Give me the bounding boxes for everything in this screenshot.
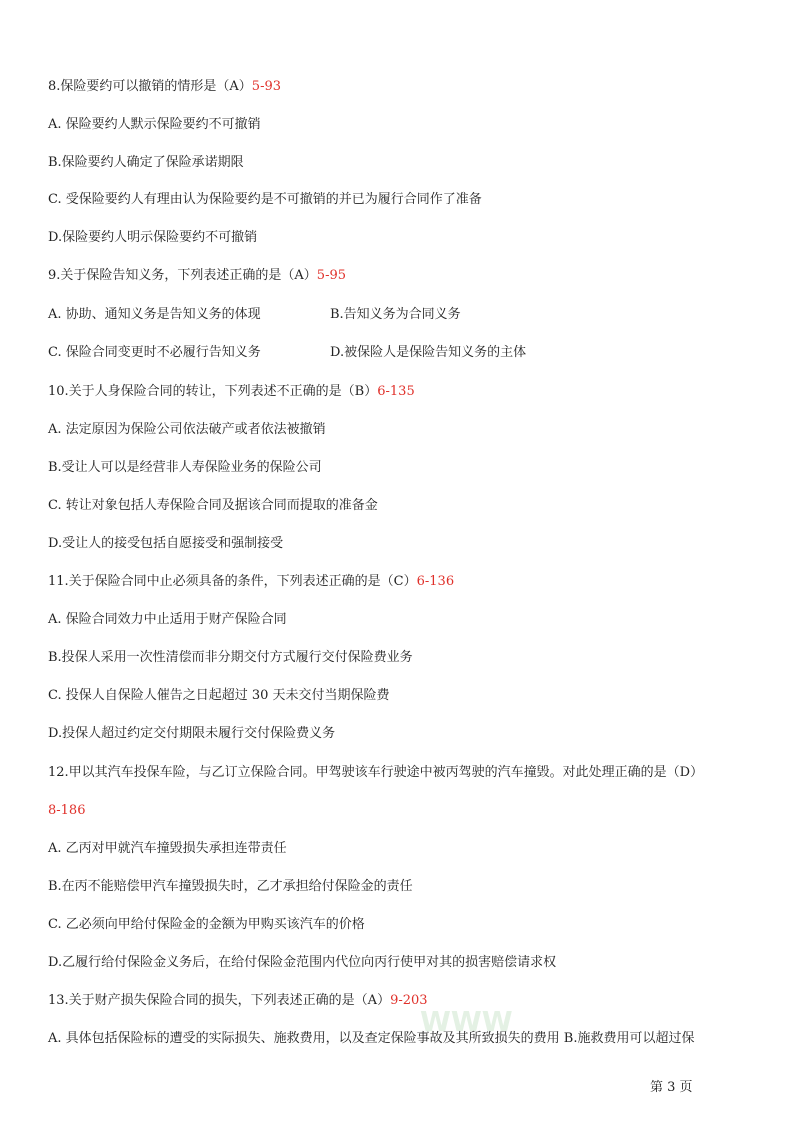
option: D.被保险人是保险告知义务的主体 (330, 345, 527, 360)
option: B.在丙不能赔偿甲汽车撞毁损失时，乙才承担给付保险金的责任 (48, 879, 413, 894)
page-ref: 5-95 (316, 268, 347, 283)
question-11-stem (48, 574, 454, 590)
page-ref: 8-186 (48, 803, 86, 818)
question-12-stem: 12.甲以其汽车投保车险，与乙订立保险合同。甲驾驶该车行驶途中被丙驾驶的汽车撞毁。对此处理正确的是（D） (48, 765, 704, 780)
option: A. 保险要约人默示保险要约不可撤销 (48, 117, 261, 132)
option: A. 保险合同效力中止适用于财产保险合同 (48, 612, 287, 627)
option: D.保险要约人明示保险要约不可撤销 (48, 230, 258, 245)
option: C. 投保人自保险人催告之日起超过 30 天未交付当期保险费 (48, 688, 390, 703)
stem-text: 9.关于保险告知义务，下列表述正确的是（A） (48, 268, 317, 283)
option: A. 协助、通知义务是告知义务的体现 (48, 307, 261, 322)
option: B.保险要约人确定了保险承诺期限 (48, 155, 244, 170)
option: A. 法定原因为保险公司依法破产或者依法被撤销 (48, 422, 326, 437)
page-number: 第 3 页 (650, 1080, 693, 1095)
option: D.受让人的接受包括自愿接受和强制接受 (48, 536, 284, 551)
option: C. 受保险要约人有理由认为保险要约是不可撤销的并已为履行合同作了准备 (48, 192, 482, 207)
question-10-stem (48, 384, 415, 400)
option: B.告知义务为合同义务 (330, 307, 461, 322)
stem-text: 10.关于人身保险合同的转让，下列表述不正确的是（B） (48, 384, 378, 399)
option: D.投保人超过约定交付期限未履行交付保险费义务 (48, 726, 336, 741)
option: C. 保险合同变更时不必履行告知义务 (48, 345, 261, 360)
page-ref: 9-203 (390, 993, 428, 1008)
option: C. 转让对象包括人寿保险合同及据该合同而提取的准备金 (48, 498, 378, 513)
page-ref: 6-136 (416, 574, 455, 589)
question-9-stem (48, 268, 346, 284)
watermark: WWW (420, 1005, 513, 1038)
question-8-stem (48, 79, 281, 95)
stem-text: 8.保险要约可以撤销的情形是（A） (48, 79, 252, 94)
option: B.受让人可以是经营非人寿保险业务的保险公司 (48, 460, 322, 475)
stem-text: 11.关于保险合同中止必须具备的条件，下列表述正确的是（C） (48, 574, 417, 589)
option: D.乙履行给付保险金义务后，在给付保险金范围内代位向丙行使甲对其的损害赔偿请求权 (48, 955, 557, 970)
page-ref: 6-135 (377, 384, 415, 399)
option: B.投保人采用一次性清偿而非分期交付方式履行交付保险费业务 (48, 650, 413, 665)
option: A. 乙丙对甲就汽车撞毁损失承担连带责任 (48, 841, 287, 856)
option: A. 具体包括保险标的遭受的实际损失、施救费用，以及查定保险事故及其所致损失的费用 B.施救费用可以超过保 (48, 1031, 695, 1046)
option: C. 乙必须向甲给付保险金的金额为甲购买该汽车的价格 (48, 917, 365, 932)
stem-text: 13.关于财产损失保险合同的损失，下列表述正确的是（A） (48, 993, 391, 1008)
page-ref: 5-93 (251, 79, 282, 94)
question-13-stem (48, 993, 428, 1009)
